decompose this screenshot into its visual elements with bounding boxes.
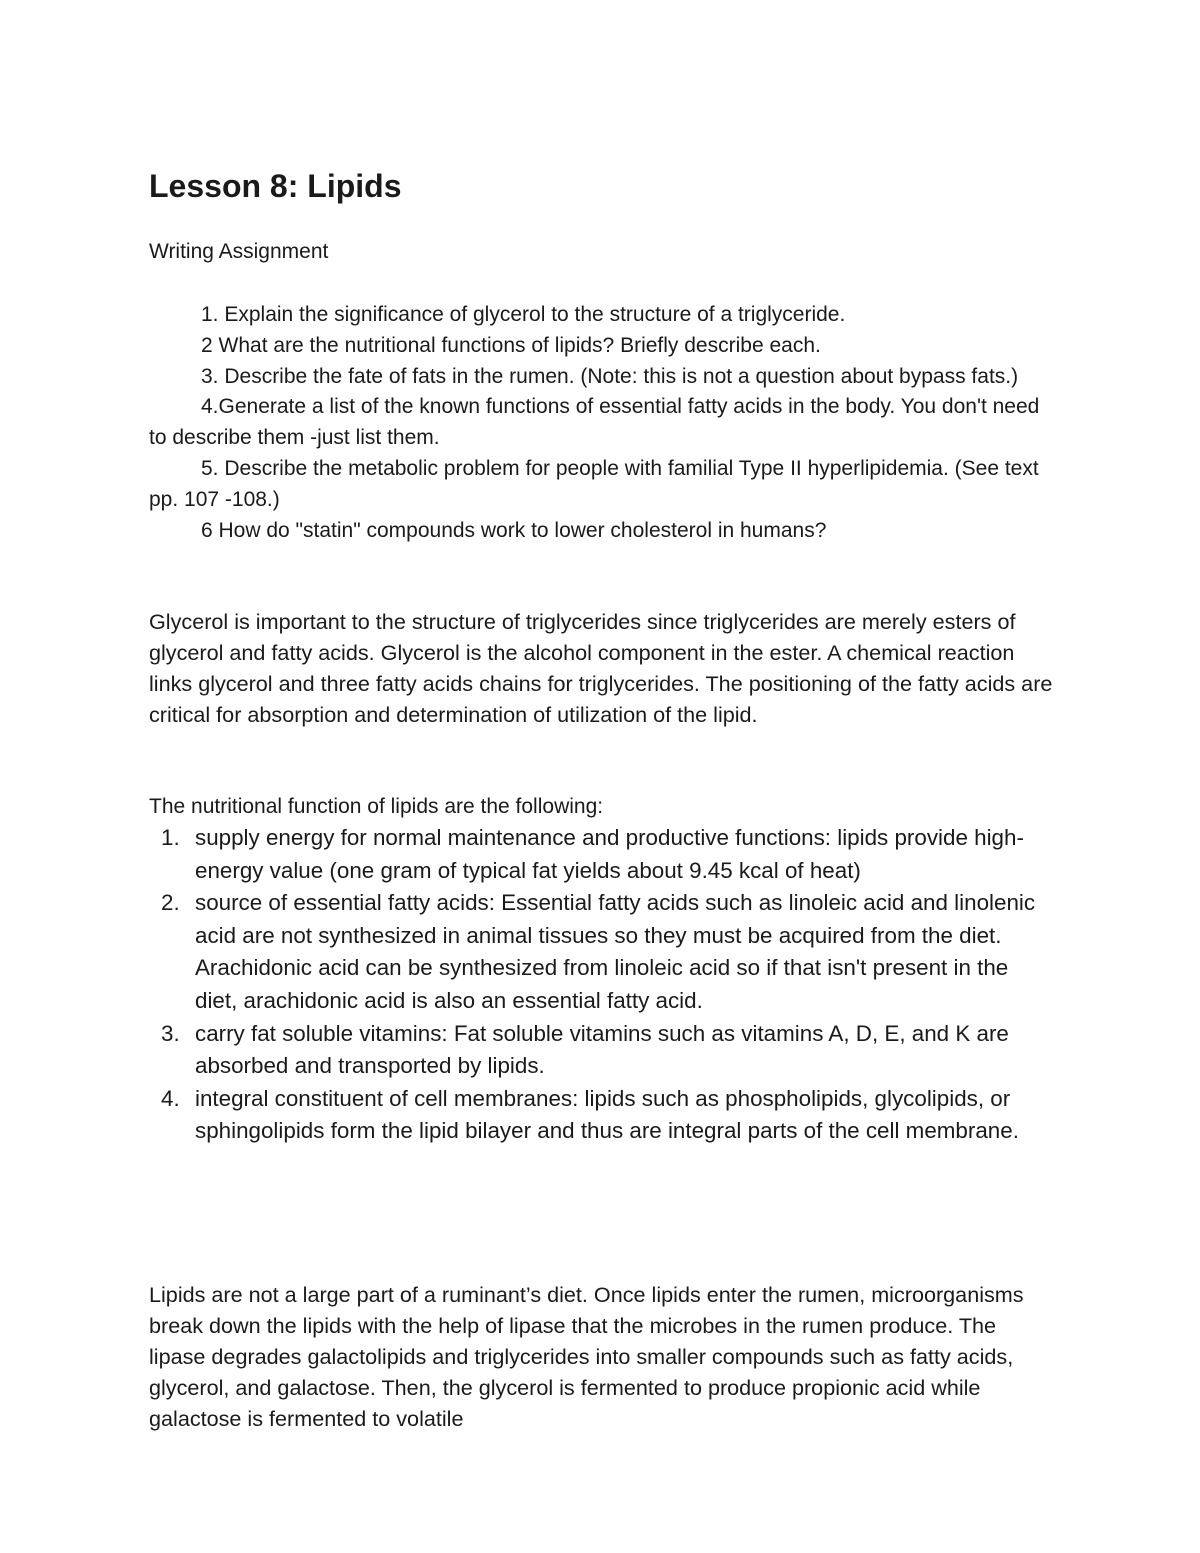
answer-rumen-paragraph: Lipids are not a large part of a ruminant’s diet. Once lipids enter the rumen, microorganisms break down the lipids with the help of lipase that the microbes in the rumen produce. The lipase degrades galactolipids and triglycerides into smaller compounds such as fatty acids, glycerol, and galactose. Then, the glycerol is fermented to produce propionic acid while galactose is fermented to volatile: [149, 1282, 1024, 1431]
list-item: [149, 822, 1054, 887]
list-item-text: integral constituent of cell membranes: lipids such as phospholipids, glycolipids, or sphingolipids form the lipid bilayer and thus are integral parts of the cell membrane.: [195, 1085, 1019, 1144]
list-item-text: carry fat soluble vitamins: Fat soluble vitamins such as vitamins A, D, E, and K are absorbed and transported by lipids.: [195, 1020, 1009, 1079]
document-subtitle: Writing Assignment: [149, 240, 329, 263]
answer-glycerol-paragraph: Glycerol is important to the structure of triglycerides since triglycerides are merely esters of glycerol and fatty acids. Glycerol is the alcohol component in the ester. A chemical reaction links glycerol and three fatty acids chains for triglycerides. The positioning of the fatty acids are critical for absorption and determination of utilization of the lipid.: [149, 609, 1053, 727]
list-item: [149, 1018, 1054, 1083]
list-item-number: 3.: [161, 1020, 180, 1046]
list-item: [149, 887, 1054, 1017]
question-list: [149, 300, 1054, 546]
list-item-text: supply energy for normal maintenance and productive functions: lipids provide high-energy value (one gram of typical fat yields about 9.45 kcal of heat): [195, 825, 1024, 883]
question-item: 2 What are the nutritional functions of lipids? Briefly describe each.: [201, 333, 821, 357]
nutritional-functions-list: [149, 822, 1054, 1148]
document-title: Lesson 8: Lipids: [149, 168, 402, 204]
question-item: 3. Describe the fate of fats in the rumen. (Note: this is not a question about bypass fats.): [201, 364, 1019, 388]
list-item-number: 1.: [161, 825, 180, 850]
list-item: [149, 1083, 1054, 1148]
question-item: 4.Generate a list of the known functions of essential fatty acids in the body. You don't need to describe them -just list them.: [149, 395, 1040, 450]
list-item-text: source of essential fatty acids: Essential fatty acids such as linoleic acid and linolenic acid are not synthesized in animal tissues so they must be acquired from the diet. Arachidonic acid can be synthesized from linoleic acid so if that isn't present in the diet, arachidonic acid is also an essential fatty acid.: [195, 890, 1036, 1013]
question-item: 6 How do "statin" compounds work to lower cholesterol in humans?: [201, 518, 827, 542]
list-item-number: 4.: [161, 1085, 180, 1111]
list-item-number: 2.: [161, 890, 180, 916]
question-item: 1. Explain the significance of glycerol to the structure of a triglyceride.: [201, 303, 846, 326]
question-item: 5. Describe the metabolic problem for people with familial Type II hyperlipidemia. (See text pp. 107 -108.): [149, 456, 1039, 511]
nutritional-functions-intro: The nutritional function of lipids are the following:: [149, 795, 604, 818]
